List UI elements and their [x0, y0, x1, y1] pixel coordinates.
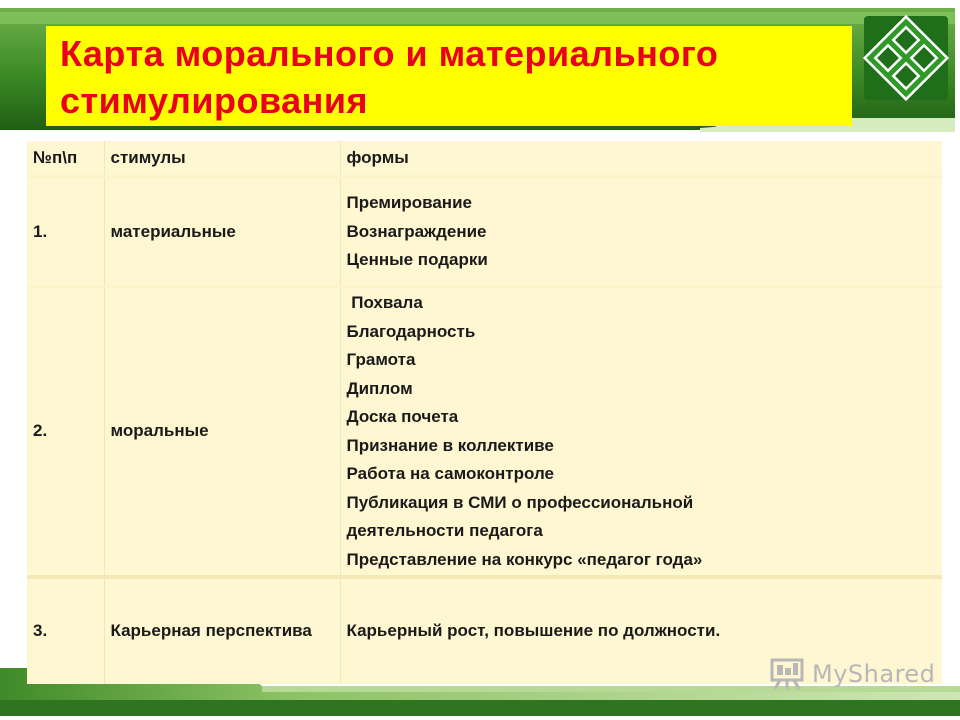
- stimulus-table: [27, 141, 942, 684]
- form-item: Диплом: [346, 378, 413, 398]
- form-item: Благодарность: [346, 321, 476, 341]
- header-stimulus: стимулы: [104, 141, 340, 176]
- form-item: Доска почета: [346, 407, 459, 426]
- form-item: Публикация в СМИ о профессиональной: [346, 492, 694, 512]
- form-item: Работа на самоконтроле: [346, 464, 554, 483]
- title-box: [46, 26, 852, 126]
- row-stimulus: материальные: [104, 176, 340, 287]
- row-number: 1.: [27, 176, 104, 287]
- knot-logo-icon: [860, 12, 952, 104]
- slide-title: Карта морального и материального стимулирования: [60, 33, 719, 121]
- form-item: деятельности педагога: [346, 521, 543, 540]
- form-item: Грамота: [346, 350, 416, 369]
- form-item: Вознаграждение: [346, 221, 487, 241]
- form-item: Похвала: [346, 293, 423, 312]
- form-item: Карьерный рост, повышение по должности.: [346, 621, 721, 641]
- watermark: [768, 656, 935, 692]
- row-number: 2.: [27, 287, 104, 577]
- table-row: [27, 287, 942, 577]
- row-stimulus: моральные: [104, 287, 340, 577]
- row-stimulus: Карьерная перспектива: [104, 577, 340, 684]
- form-item: Признание в коллективе: [346, 435, 554, 455]
- row-forms: [340, 287, 942, 577]
- row-number: 3.: [27, 577, 104, 684]
- form-item: Премирование: [346, 193, 472, 212]
- presentation-board-icon: [768, 657, 808, 691]
- header-forms: формы: [340, 141, 942, 176]
- table-row: [27, 176, 942, 287]
- form-item: Представление на конкурс «педагог года»: [346, 549, 703, 569]
- row-forms: [340, 176, 942, 287]
- table-header-row: [27, 141, 942, 176]
- watermark-text: MyShared: [812, 660, 936, 688]
- form-item: Ценные подарки: [346, 250, 488, 269]
- header-num: №п\п: [27, 141, 104, 176]
